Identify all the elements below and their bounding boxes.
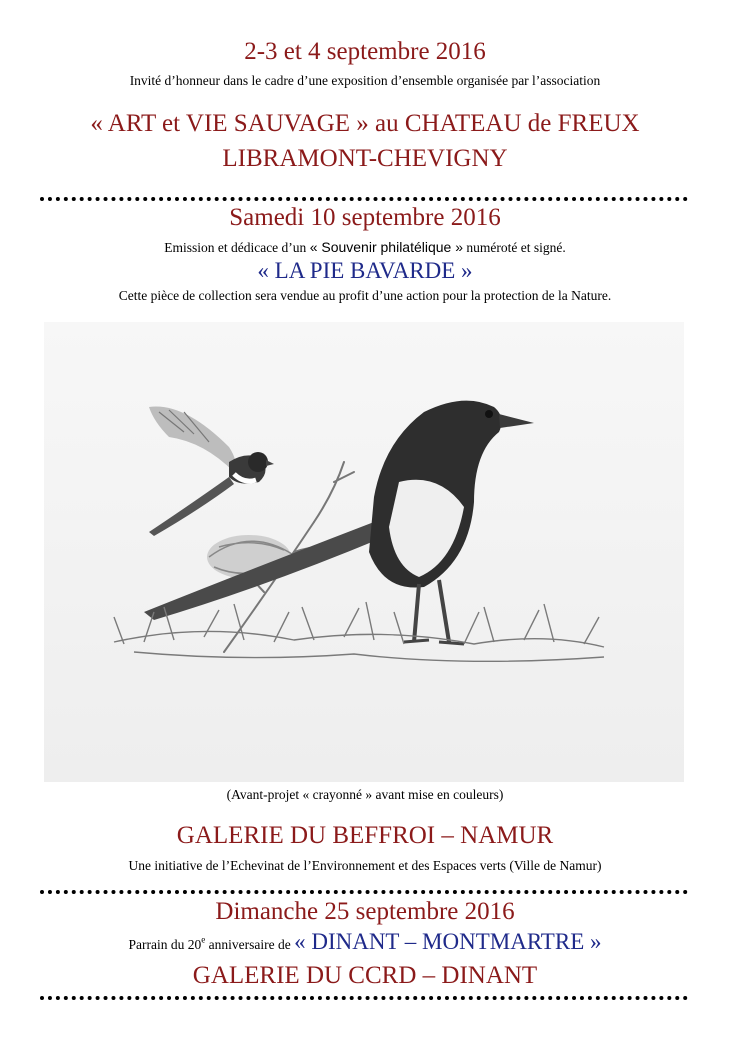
- event2-title: « LA PIE BAVARDE »: [257, 258, 473, 283]
- event2-intro-a: Emission et dédicace d’un: [164, 240, 307, 255]
- event3-intro-sup: e: [201, 934, 206, 945]
- event3-intro-a: Parrain du 20: [128, 937, 202, 952]
- illustration-caption: (Avant-projet « crayonné » avant mise en couleurs): [226, 787, 504, 802]
- event2-note: Cette pièce de collection sera vendue au profit d’une action pour la protection de la Nature.: [118, 288, 612, 303]
- event2-date: Samedi 10 septembre 2016: [229, 204, 501, 231]
- event1-intro: Invité d’honneur dans le cadre d’une exposition d’ensemble organisée par l’association: [129, 73, 601, 88]
- dotted-separator-1: [40, 197, 688, 201]
- event3-date: Dimanche 25 septembre 2016: [215, 898, 515, 925]
- event2-venue-note: Une initiative de l’Echevinat de l’Environnement et des Espaces verts (Ville de Namur): [128, 858, 602, 873]
- event2-venue: GALERIE DU BEFFROI – NAMUR: [176, 822, 554, 849]
- magpie-sketch-svg: [44, 322, 684, 782]
- event3-intro: [0, 929, 730, 955]
- event2-intro-b: « Souvenir philatélique »: [309, 239, 464, 255]
- event3-venue: GALERIE DU CCRD – DINANT: [192, 962, 538, 989]
- event2-intro-c: numéroté et signé.: [466, 240, 566, 255]
- event1-place: LIBRAMONT-CHEVIGNY: [222, 145, 508, 172]
- event3-intro-b: anniversaire de: [205, 937, 295, 952]
- event2-intro: [0, 239, 730, 256]
- magpie-sketch-illustration: [44, 322, 684, 782]
- event1-expo-title: « ART et VIE SAUVAGE » au CHATEAU de FREUX: [90, 110, 640, 137]
- dotted-separator-3: [40, 996, 688, 1000]
- event3-title: « DINANT – MONTMARTRE »: [294, 929, 602, 954]
- event1-date: 2-3 et 4 septembre 2016: [244, 38, 486, 65]
- dotted-separator-2: [40, 890, 688, 894]
